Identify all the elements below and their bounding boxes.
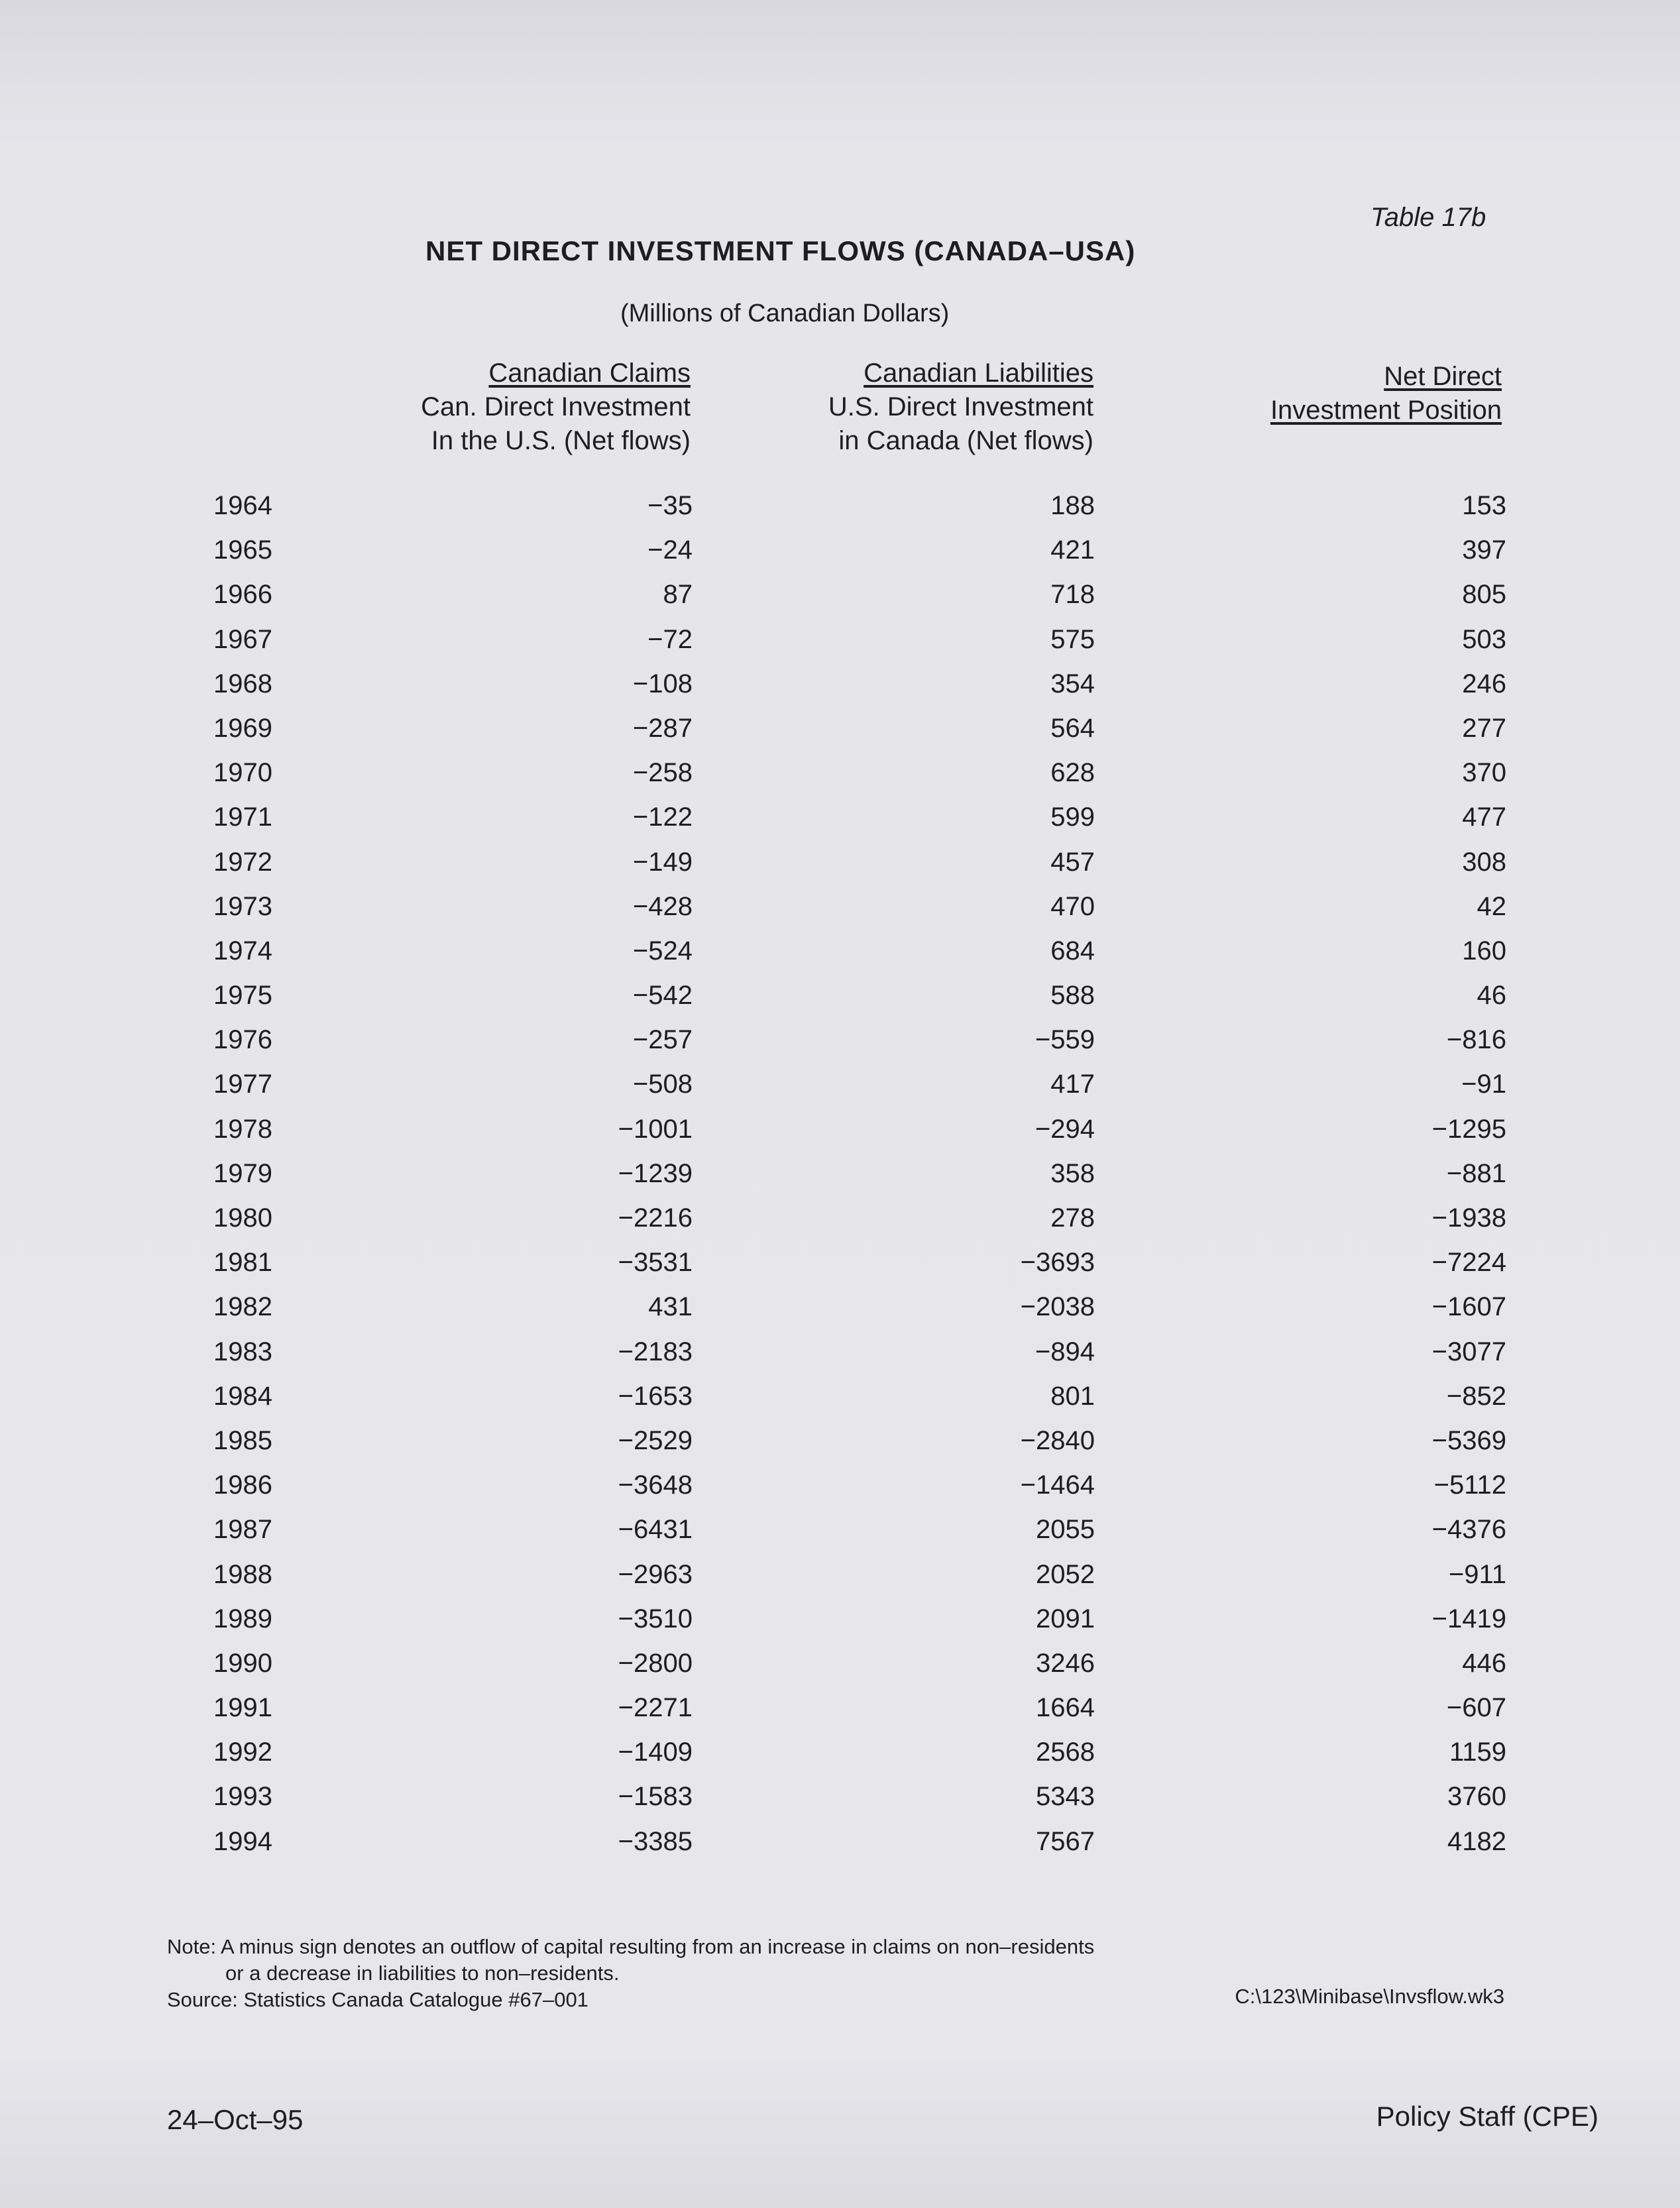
note-line-continued: or a decrease in liabilities to non–residents. bbox=[225, 1961, 620, 1985]
year-cell: 1975 bbox=[213, 981, 272, 1011]
net-position-cell: 246 bbox=[1462, 669, 1506, 698]
liabilities-cell: 7567 bbox=[1036, 1826, 1095, 1856]
claims-cell: −257 bbox=[632, 1025, 693, 1055]
table-row bbox=[0, 1686, 1680, 1730]
liabilities-cell: 684 bbox=[1050, 936, 1095, 966]
year-cell: 1970 bbox=[213, 758, 272, 788]
table-row bbox=[0, 573, 1680, 617]
liabilities-cell: 2055 bbox=[1036, 1515, 1095, 1545]
year-cell: 1987 bbox=[213, 1515, 272, 1545]
footer-author: Policy Staff (CPE) bbox=[1376, 2101, 1598, 2132]
year-cell: 1972 bbox=[213, 847, 272, 877]
net-position-cell: −816 bbox=[1446, 1025, 1506, 1055]
year-cell: 1990 bbox=[213, 1648, 272, 1678]
claims-cell: −72 bbox=[647, 624, 693, 654]
claims-cell: −24 bbox=[647, 535, 693, 565]
table-row bbox=[0, 840, 1680, 885]
year-cell: 1968 bbox=[213, 669, 272, 698]
claims-cell: −1409 bbox=[618, 1738, 693, 1767]
liabilities-cell: −2038 bbox=[1020, 1292, 1095, 1322]
liabilities-subheading: U.S. Direct Investment bbox=[828, 392, 1093, 421]
net-position-cell: −4376 bbox=[1431, 1515, 1506, 1545]
year-cell: 1969 bbox=[213, 713, 272, 743]
year-cell: 1986 bbox=[213, 1470, 272, 1500]
table-row bbox=[0, 1508, 1680, 1552]
year-cell: 1992 bbox=[213, 1738, 272, 1767]
liabilities-cell: 599 bbox=[1050, 802, 1095, 832]
net-position-cell: 4182 bbox=[1447, 1826, 1506, 1856]
net-position-cell: 308 bbox=[1462, 847, 1506, 877]
table-row bbox=[0, 1553, 1680, 1597]
year-cell: 1967 bbox=[213, 624, 272, 654]
year-cell: 1977 bbox=[213, 1070, 272, 1099]
claims-cell: −508 bbox=[632, 1070, 693, 1099]
net-position-cell: −5369 bbox=[1431, 1425, 1506, 1455]
claims-cell: −1653 bbox=[618, 1381, 693, 1411]
liabilities-cell: 421 bbox=[1050, 535, 1095, 565]
liabilities-cell: −894 bbox=[1035, 1337, 1095, 1366]
table-row bbox=[0, 1820, 1680, 1864]
table-row bbox=[0, 618, 1680, 662]
year-cell: 1979 bbox=[213, 1158, 272, 1188]
table-row bbox=[0, 1641, 1680, 1686]
year-cell: 1978 bbox=[213, 1114, 272, 1144]
claims-cell: −2529 bbox=[618, 1425, 693, 1455]
liabilities-cell: 2052 bbox=[1036, 1559, 1095, 1589]
liabilities-subheading-2: in Canada (Net flows) bbox=[838, 426, 1093, 455]
claims-cell: −122 bbox=[632, 802, 693, 832]
claims-cell: −2800 bbox=[618, 1648, 693, 1678]
table-row bbox=[0, 1241, 1680, 1285]
liabilities-cell: 588 bbox=[1050, 981, 1095, 1011]
year-cell: 1971 bbox=[213, 802, 272, 832]
year-cell: 1982 bbox=[213, 1292, 272, 1322]
net-position-cell: −1419 bbox=[1431, 1604, 1506, 1633]
claims-cell: −2216 bbox=[618, 1203, 693, 1233]
claims-cell: −1583 bbox=[618, 1782, 693, 1812]
table-row bbox=[0, 885, 1680, 929]
table-row bbox=[0, 1730, 1680, 1775]
table-row bbox=[0, 1062, 1680, 1107]
claims-cell: −428 bbox=[632, 891, 693, 921]
net-position-cell: 805 bbox=[1462, 580, 1506, 610]
net-position-cell: 370 bbox=[1462, 758, 1506, 788]
table-row bbox=[0, 1374, 1680, 1419]
net-position-cell: 477 bbox=[1462, 802, 1506, 832]
net-position-cell: 1159 bbox=[1449, 1738, 1506, 1767]
liabilities-cell: 278 bbox=[1050, 1203, 1095, 1233]
liabilities-cell: 2568 bbox=[1036, 1738, 1095, 1767]
liabilities-cell: 3246 bbox=[1036, 1648, 1095, 1678]
claims-cell: −149 bbox=[632, 847, 693, 877]
table-row bbox=[0, 1285, 1680, 1329]
claims-cell: −1001 bbox=[618, 1114, 693, 1144]
net-position-cell: 153 bbox=[1462, 491, 1506, 520]
liabilities-cell: 575 bbox=[1050, 624, 1095, 654]
claims-cell: −258 bbox=[632, 758, 693, 788]
table-row bbox=[0, 662, 1680, 706]
table-row bbox=[0, 706, 1680, 751]
table-row bbox=[0, 751, 1680, 795]
liabilities-heading: Canadian Liabilities bbox=[864, 359, 1093, 388]
year-cell: 1988 bbox=[213, 1559, 272, 1589]
claims-cell: −2963 bbox=[618, 1559, 693, 1589]
claims-subheading: Can. Direct Investment bbox=[421, 392, 691, 421]
liabilities-cell: −3693 bbox=[1020, 1248, 1095, 1278]
year-cell: 1976 bbox=[213, 1025, 272, 1055]
liabilities-cell: 358 bbox=[1050, 1158, 1095, 1188]
claims-heading: Canadian Claims bbox=[488, 359, 691, 388]
claims-cell: −3531 bbox=[618, 1248, 693, 1278]
table-row bbox=[0, 1597, 1680, 1641]
claims-cell: −108 bbox=[632, 669, 693, 698]
year-cell: 1983 bbox=[213, 1337, 272, 1366]
net-position-cell: −1938 bbox=[1431, 1203, 1506, 1233]
liabilities-cell: −294 bbox=[1035, 1114, 1095, 1144]
liabilities-cell: −1464 bbox=[1020, 1470, 1095, 1500]
liabilities-cell: 354 bbox=[1050, 669, 1095, 698]
note-line: Note: A minus sign denotes an outflow of capital resulting from an increase in claims on non–residents bbox=[167, 1935, 1095, 1958]
liabilities-cell: −2840 bbox=[1020, 1425, 1095, 1455]
year-cell: 1974 bbox=[213, 936, 272, 966]
net-position-cell: 42 bbox=[1477, 891, 1506, 921]
year-cell: 1964 bbox=[213, 491, 272, 520]
column-header-claims bbox=[358, 357, 691, 458]
net-position-cell: 3760 bbox=[1447, 1782, 1506, 1812]
claims-cell: −3648 bbox=[618, 1470, 693, 1500]
table-row bbox=[0, 1775, 1680, 1819]
claims-cell: −524 bbox=[632, 936, 693, 966]
liabilities-cell: 5343 bbox=[1036, 1782, 1095, 1812]
claims-subheading-2: In the U.S. (Net flows) bbox=[431, 426, 691, 455]
table-row bbox=[0, 484, 1680, 528]
year-cell: 1994 bbox=[213, 1826, 272, 1856]
net-position-cell: −607 bbox=[1446, 1693, 1506, 1723]
table-row bbox=[0, 1018, 1680, 1062]
table-row bbox=[0, 1107, 1680, 1152]
liabilities-cell: 628 bbox=[1050, 758, 1095, 788]
liabilities-cell: 1664 bbox=[1036, 1693, 1095, 1723]
net-position-cell: 160 bbox=[1462, 936, 1506, 966]
net-position-cell: 503 bbox=[1462, 624, 1506, 654]
claims-cell: −3510 bbox=[618, 1604, 693, 1633]
liabilities-cell: −559 bbox=[1035, 1025, 1095, 1055]
claims-cell: 431 bbox=[648, 1292, 693, 1322]
column-header-liabilities bbox=[762, 357, 1093, 458]
year-cell: 1991 bbox=[213, 1693, 272, 1723]
year-cell: 1966 bbox=[213, 580, 272, 610]
table-row bbox=[0, 795, 1680, 840]
net-position-cell: 277 bbox=[1462, 713, 1506, 743]
net-position-cell: 46 bbox=[1477, 981, 1506, 1011]
net-position-cell: 446 bbox=[1462, 1648, 1506, 1678]
year-cell: 1980 bbox=[213, 1203, 272, 1233]
year-cell: 1984 bbox=[213, 1381, 272, 1411]
net-heading: Net Direct bbox=[1384, 362, 1502, 391]
year-cell: 1985 bbox=[213, 1425, 272, 1455]
table-row bbox=[0, 1419, 1680, 1463]
net-position-cell: −1295 bbox=[1431, 1114, 1506, 1144]
claims-cell: −287 bbox=[632, 713, 693, 743]
table-row bbox=[0, 1330, 1680, 1374]
liabilities-cell: 188 bbox=[1050, 491, 1095, 520]
claims-cell: 87 bbox=[663, 580, 693, 610]
year-cell: 1965 bbox=[213, 535, 272, 565]
liabilities-cell: 564 bbox=[1050, 713, 1095, 743]
net-heading-2: Investment Position bbox=[1270, 396, 1502, 425]
net-position-cell: −5112 bbox=[1433, 1470, 1506, 1500]
net-position-cell: −881 bbox=[1446, 1158, 1506, 1188]
table-row bbox=[0, 1152, 1680, 1196]
table-row bbox=[0, 1463, 1680, 1508]
net-position-cell: −7224 bbox=[1431, 1248, 1506, 1278]
table-row bbox=[0, 1196, 1680, 1241]
net-position-cell: −911 bbox=[1448, 1559, 1506, 1589]
year-cell: 1973 bbox=[213, 891, 272, 921]
claims-cell: −35 bbox=[647, 491, 693, 520]
net-position-cell: 397 bbox=[1462, 535, 1506, 565]
net-position-cell: −1607 bbox=[1431, 1292, 1506, 1322]
claims-cell: −2183 bbox=[618, 1337, 693, 1366]
footnote bbox=[167, 1934, 1094, 2013]
footer-date: 24–Oct–95 bbox=[167, 2104, 304, 2135]
year-cell: 1993 bbox=[213, 1782, 272, 1812]
table-row bbox=[0, 973, 1680, 1018]
liabilities-cell: 2091 bbox=[1036, 1604, 1095, 1633]
liabilities-cell: 718 bbox=[1050, 580, 1095, 610]
claims-cell: −542 bbox=[632, 981, 693, 1011]
net-position-cell: −91 bbox=[1461, 1070, 1506, 1099]
table-label: Table 17b bbox=[1371, 203, 1486, 232]
net-position-cell: −3077 bbox=[1431, 1337, 1506, 1366]
liabilities-cell: 801 bbox=[1050, 1381, 1095, 1411]
claims-cell: −6431 bbox=[618, 1515, 693, 1545]
file-path: C:\123\Minibase\Invsflow.wk3 bbox=[1235, 1985, 1504, 2008]
table-subtitle: (Millions of Canadian Dollars) bbox=[620, 300, 950, 327]
claims-cell: −1239 bbox=[618, 1158, 693, 1188]
table-title: NET DIRECT INVESTMENT FLOWS (CANADA–USA) bbox=[425, 235, 1136, 266]
column-header-net bbox=[1226, 360, 1502, 427]
source-line: Source: Statistics Canada Catalogue #67–001 bbox=[167, 1988, 588, 2011]
net-position-cell: −852 bbox=[1446, 1381, 1506, 1411]
claims-cell: −2271 bbox=[618, 1693, 693, 1723]
claims-cell: −3385 bbox=[618, 1826, 693, 1856]
liabilities-cell: 470 bbox=[1050, 891, 1095, 921]
table-row bbox=[0, 528, 1680, 573]
liabilities-cell: 417 bbox=[1050, 1070, 1095, 1099]
table-row bbox=[0, 929, 1680, 973]
data-table bbox=[0, 484, 1680, 1864]
year-cell: 1989 bbox=[213, 1604, 272, 1633]
liabilities-cell: 457 bbox=[1050, 847, 1095, 877]
year-cell: 1981 bbox=[213, 1248, 272, 1278]
